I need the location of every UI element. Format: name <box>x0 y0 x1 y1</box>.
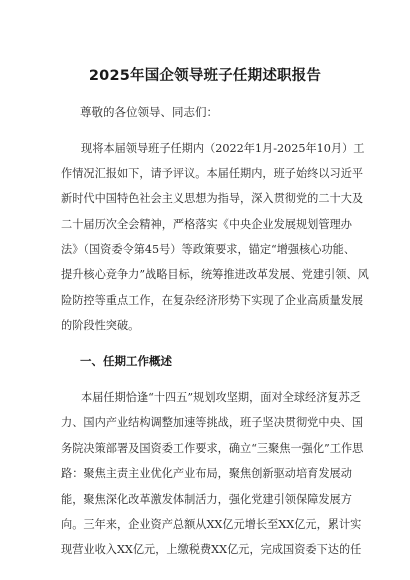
paragraph-line: 现营业收入XX亿元，上缴税费XX亿元，完成国资委下达的任 <box>61 543 362 556</box>
salutation: 尊敬的各位领导、同志们： <box>80 105 218 119</box>
paragraph-line: 务院决策部署及国资委工作要求，确立“三聚焦一强化”工作思 <box>61 442 364 455</box>
document-title: 2025年国企领导班子任期述职报告 <box>88 68 322 84</box>
paragraph-line: 新时代中国特色社会主义思想为指导，深入贯彻党的二十大及 <box>61 192 364 205</box>
paragraph-line: 险防控等重点工作，在复杂经济形势下实现了企业高质量发展 <box>61 294 364 307</box>
paragraph-line: 作情况汇报如下，请予评议。本届任期内，班子始终以习近平 <box>61 167 364 180</box>
paragraph-line: 力、国内产业结构调整加速等挑战，班子坚决贯彻党中央、国 <box>61 416 364 429</box>
paragraph-line: 二十届历次全会精神，严格落实《中央企业发展规划管理办 <box>61 218 352 231</box>
paragraph-line: 本届任期恰逢“十四五”规划攻坚期，面对全球经济复苏乏 <box>81 391 361 404</box>
paragraph-line: 能，聚焦深化改革激发体制活力，强化党建引领保障发展方 <box>61 493 352 506</box>
paragraph-line: 现将本届领导班子任期内（2022年1月-2025年10月）工 <box>81 142 365 155</box>
paragraph-line: 的阶段性突破。 <box>61 319 140 332</box>
paragraph-line: 法》（国资委令第45号）等政策要求，锚定“增强核心功能、 <box>61 243 356 256</box>
paragraph-line: 向。三年来，企业资产总额从XX亿元增长至XX亿元，累计实 <box>61 518 362 531</box>
section-heading: 一、任期工作概述 <box>80 354 172 368</box>
paragraph-line: 路：聚焦主责主业优化产业布局，聚焦创新驱动培育发展动 <box>61 467 352 480</box>
paragraph-line: 提升核心竞争力”战略目标，统筹推进改革发展、党建引领、风 <box>61 268 369 281</box>
